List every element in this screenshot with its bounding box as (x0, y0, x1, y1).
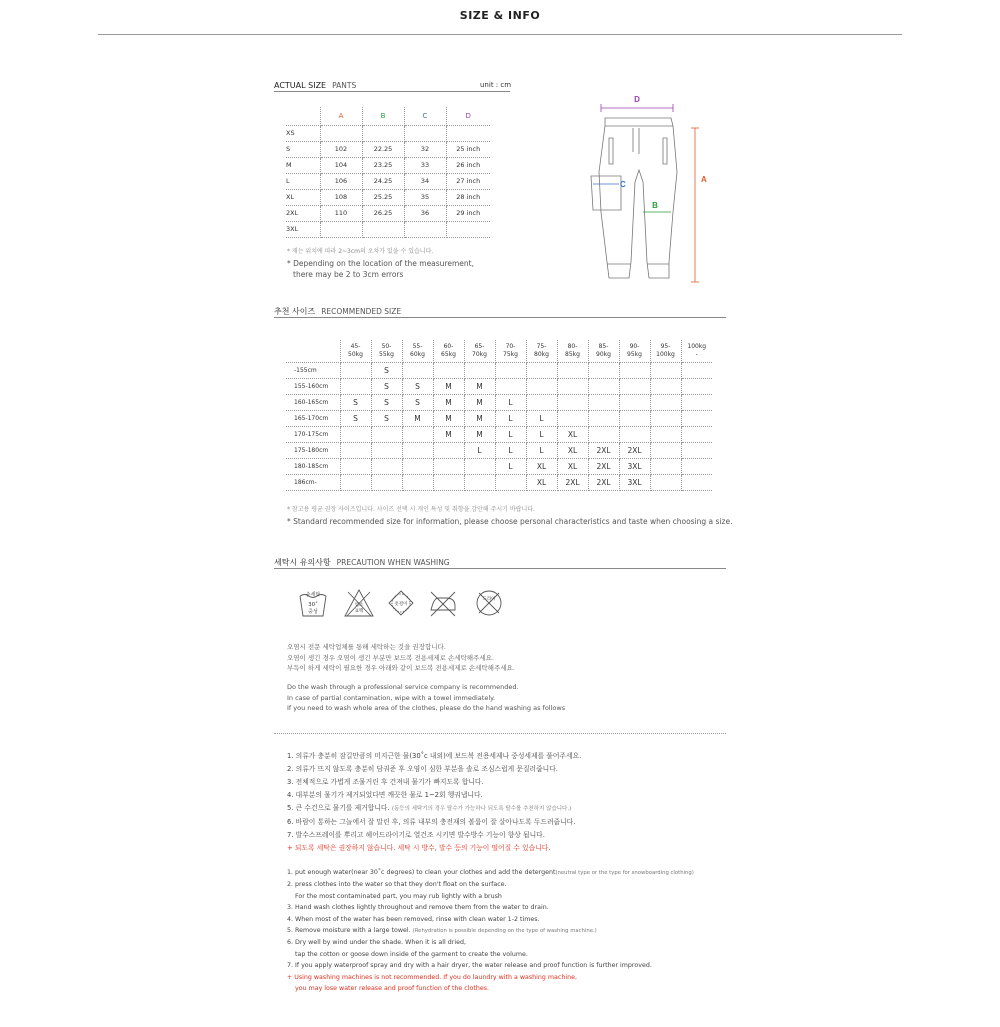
hand-wash-icon (298, 588, 328, 618)
rec-cell (402, 474, 433, 490)
rec-weight-header: 60- 65kg (433, 340, 464, 362)
rec-cell (464, 474, 495, 490)
rec-weight-header: 95- 100kg (650, 340, 681, 362)
rec-cell (588, 362, 619, 378)
pants-outline (591, 118, 677, 278)
svg-text:손세탁: 손세탁 (305, 592, 321, 598)
size-cell: 33 (404, 157, 446, 173)
rec-header-cell (286, 340, 340, 362)
rec-cell: S (402, 394, 433, 410)
size-row (286, 141, 490, 157)
rec-weight-header: 90- 95kg (619, 340, 650, 362)
rec-cell (681, 362, 712, 378)
rec-cell: 3XL (619, 474, 650, 490)
recommended-note-ko: * 참고용 평균 권장 사이즈입니다. 사이즈 선택 시 개인 특성 및 취향을 감안해 주시기 바랍니다. (287, 506, 535, 513)
recommended-note-en: * Standard recommended size for information, please choose personal characteristics and taste when choosing a size. (287, 517, 733, 526)
svg-text:30˚: 30˚ (308, 602, 318, 608)
rec-cell (402, 458, 433, 474)
rec-cell: 2XL (588, 442, 619, 458)
size-header-cell (286, 107, 320, 125)
rec-cell (371, 458, 402, 474)
rec-cell (650, 442, 681, 458)
rec-height-label: 186cm- (286, 474, 340, 490)
rec-cell (433, 442, 464, 458)
rec-row (286, 442, 712, 458)
rec-cell (650, 426, 681, 442)
rec-cell (402, 426, 433, 442)
rec-cell: L (526, 410, 557, 426)
rec-cell (526, 394, 557, 410)
rec-row (286, 410, 712, 426)
rec-height-label: 165-170cm (286, 410, 340, 426)
rec-cell (681, 426, 712, 442)
rec-cell: S (371, 410, 402, 426)
washing-rule (274, 568, 726, 569)
actual-size-note-en-line1: * Depending on the location of the measurement, (287, 259, 474, 268)
rec-weight-header: 85- 90kg (588, 340, 619, 362)
rec-cell (681, 458, 712, 474)
title-divider (98, 34, 902, 35)
washing-ko-line: 오염시 전문 세탁업체를 통해 세탁하는 것을 권장합니다. (287, 643, 446, 651)
size-cell: S (286, 141, 320, 157)
rec-cell (588, 426, 619, 442)
rec-weight-header: 75- 80kg (526, 340, 557, 362)
rec-weight-header: 70- 75kg (495, 340, 526, 362)
washing-en-paragraph (287, 682, 565, 714)
size-cell (320, 221, 362, 237)
page-title: SIZE & INFO (459, 9, 541, 22)
ko-warning: + 되도록 세탁은 권장하지 않습니다. 세탁 시 방수, 발수 등의 기능이 떨어질 수 있습니다. (287, 844, 551, 852)
rec-cell: M (464, 410, 495, 426)
rec-cell: 2XL (588, 474, 619, 490)
ko-step: 5. 큰 수건으로 물기를 제거합니다. (동등의 세탁기의 경우 탈수가 가능하나 되도록 탈수를 추천하지 않습니다.) (287, 804, 572, 812)
rec-cell (340, 426, 371, 442)
care-icons (298, 588, 518, 624)
rec-cell: L (495, 458, 526, 474)
size-row (286, 157, 490, 173)
rec-cell: M (464, 394, 495, 410)
size-cell: 22.25 (362, 141, 404, 157)
size-cell (446, 125, 490, 141)
rec-cell (402, 442, 433, 458)
size-cell: 104 (320, 157, 362, 173)
rec-cell (402, 362, 433, 378)
size-cell (362, 221, 404, 237)
size-cell: XS (286, 125, 320, 141)
rec-cell (433, 458, 464, 474)
unit-label: unit : cm (480, 81, 512, 89)
actual-size-subtitle: PANTS (332, 81, 357, 90)
rec-cell: XL (557, 426, 588, 442)
rec-cell (557, 394, 588, 410)
actual-size-note-en-line2: there may be 2 to 3cm errors (293, 270, 404, 279)
actual-size-note-en (287, 258, 474, 280)
rec-header-row (286, 340, 712, 362)
rec-cell (681, 378, 712, 394)
rec-cell (588, 394, 619, 410)
size-row (286, 205, 490, 221)
rec-height-label: 160-165cm (286, 394, 340, 410)
rec-height-label: 180-185cm (286, 458, 340, 474)
rec-cell: 2XL (619, 442, 650, 458)
rec-cell: M (433, 426, 464, 442)
measure-c-label: C (620, 180, 626, 189)
size-cell: 108 (320, 189, 362, 205)
size-cell: 26.25 (362, 205, 404, 221)
actual-size-note-ko: * 재는 위치에 따라 2~3cm의 오차가 있을 수 있습니다. (287, 248, 434, 255)
rec-cell (464, 458, 495, 474)
washing-en-line: In case of partial contamination, wipe with a towel immediately. (287, 693, 496, 702)
rec-cell: L (526, 426, 557, 442)
no-iron-icon (428, 588, 458, 618)
size-header-row (286, 107, 490, 125)
svg-text:옷걸이: 옷걸이 (394, 602, 408, 607)
en-step: 1. put enough water(near 30˚c degrees) to clean your clothes and add the detergent(neutral type or the type for snowboarding clothing) (287, 869, 694, 876)
measure-b-label: B (652, 201, 658, 210)
size-cell (404, 125, 446, 141)
rec-cell (557, 378, 588, 394)
rec-cell: M (433, 410, 464, 426)
size-cell: 28 inch (446, 189, 490, 205)
washing-ko-line: 부득이 하게 세탁이 필요한 경우 아래와 같이 보드복 전용세제로 손세탁해주세요. (287, 664, 515, 672)
recommended-title: 추천 사이즈 (274, 307, 316, 316)
actual-size-title: ACTUAL SIZE (274, 81, 327, 90)
washing-en-steps (287, 867, 727, 994)
en-step: 7. If you apply waterproof spray and dry with a hair dryer, the water release and proof function is further improved. (287, 962, 652, 970)
rec-cell: M (433, 394, 464, 410)
rec-height-label: -155cm (286, 362, 340, 378)
rec-cell (371, 426, 402, 442)
svg-text:중성: 중성 (308, 609, 318, 615)
ko-step: 6. 바람이 통하는 그늘에서 잘 말린 후, 의류 내부의 충전재의 볼륨이 잘 살아나도록 두드려줍니다. (287, 818, 576, 826)
rec-weight-header: 50- 55kg (371, 340, 402, 362)
washing-heading (274, 557, 450, 568)
rec-height-label: 170-175cm (286, 426, 340, 442)
size-cell: 27 inch (446, 173, 490, 189)
rec-cell (557, 410, 588, 426)
rec-cell: L (495, 394, 526, 410)
rec-cell (495, 378, 526, 394)
size-cell: 102 (320, 141, 362, 157)
rec-cell (619, 426, 650, 442)
rec-cell (433, 362, 464, 378)
rec-cell (371, 474, 402, 490)
rec-cell: M (402, 410, 433, 426)
rec-cell (557, 362, 588, 378)
en-warning: you may lose water release and proof function of the clothes. (295, 985, 489, 993)
rec-cell: M (433, 378, 464, 394)
no-bleach-icon (344, 588, 374, 618)
rec-cell (681, 474, 712, 490)
washing-ko-paragraph (287, 642, 515, 674)
en-step: 4. When most of the water has been removed, rinse with clean water 1-2 times. (287, 915, 540, 923)
rec-cell (619, 378, 650, 394)
rec-cell: S (340, 410, 371, 426)
rec-cell: L (495, 426, 526, 442)
size-cell: 106 (320, 173, 362, 189)
en-step: tap the cotton or goose down inside of the garment to create the volume. (295, 950, 528, 958)
ko-step: 1. 의류가 충분히 잠길만큼의 미지근한 물(30˚c 내외)에 보드복 전용세제나 중성세제를 풀어주세요. (287, 752, 582, 760)
rec-row (286, 362, 712, 378)
rec-cell: S (371, 394, 402, 410)
rec-cell (340, 362, 371, 378)
rec-cell (681, 394, 712, 410)
size-cell (446, 221, 490, 237)
size-cell: 110 (320, 205, 362, 221)
ko-step: 7. 발수스프레이를 뿌리고 헤어드라이기로 열건조 시키면 발수방수 기능이 향상 됩니다. (287, 831, 545, 839)
actual-size-rule (274, 91, 510, 92)
rec-cell (650, 410, 681, 426)
rec-cell (340, 474, 371, 490)
rec-cell: M (464, 426, 495, 442)
recommended-rule (274, 317, 726, 318)
size-cell: 3XL (286, 221, 320, 237)
size-row (286, 189, 490, 205)
rec-cell: XL (557, 442, 588, 458)
en-step: For the most contaminated part, you may rub lightly with a brush (295, 892, 502, 900)
washing-en-line: Do the wash through a professional service company is recommended. (287, 683, 519, 691)
en-step: 2. press clothes into the water so that they don't float on the surface. (287, 881, 507, 889)
rec-height-label: 175-180cm (286, 442, 340, 458)
size-row (286, 221, 490, 237)
size-cell: L (286, 173, 320, 189)
washing-title: 세탁시 유의사항 (274, 558, 331, 567)
rec-weight-header: 100kg - (681, 340, 712, 362)
rec-cell (650, 474, 681, 490)
svg-text:염소: 염소 (354, 603, 364, 608)
actual-size-heading (274, 81, 356, 90)
rec-cell (588, 410, 619, 426)
rec-cell (619, 362, 650, 378)
size-cell (404, 221, 446, 237)
svg-text:드라이: 드라이 (482, 597, 496, 602)
rec-row (286, 394, 712, 410)
rec-row (286, 474, 712, 490)
rec-cell: S (340, 394, 371, 410)
rec-cell: XL (557, 458, 588, 474)
rec-cell: XL (526, 458, 557, 474)
rec-cell (526, 362, 557, 378)
rec-cell: 2XL (588, 458, 619, 474)
size-cell: M (286, 157, 320, 173)
pants-diagram (585, 92, 715, 292)
rec-cell: L (495, 442, 526, 458)
en-step: 3. Hand wash clothes lightly throughout and remove them from the water to drain. (287, 904, 549, 912)
rec-cell (650, 394, 681, 410)
rec-cell: L (526, 442, 557, 458)
rec-cell: L (464, 442, 495, 458)
size-cell: XL (286, 189, 320, 205)
rec-cell (650, 458, 681, 474)
size-cell: 26 inch (446, 157, 490, 173)
rec-cell: L (495, 410, 526, 426)
recommended-size-table (286, 340, 712, 491)
size-row (286, 125, 490, 141)
ko-step: 4. 대부분의 물기가 제거되었다면 깨끗한 물로 1~2회 헹궈냅니다. (287, 791, 483, 799)
rec-weight-header: 65- 70kg (464, 340, 495, 362)
no-dry-clean-icon (474, 588, 504, 618)
washing-ko-line: 오염이 생긴 경우 오염이 생긴 부분만 보드복 전용세제로 손세탁해주세요. (287, 653, 494, 662)
rec-cell (464, 362, 495, 378)
actual-size-table (286, 107, 490, 238)
rec-weight-header: 45- 50kg (340, 340, 371, 362)
recommended-subtitle: RECOMMENDED SIZE (321, 307, 402, 316)
rec-cell: S (402, 378, 433, 394)
rec-cell (495, 362, 526, 378)
size-cell: 25.25 (362, 189, 404, 205)
rec-height-label: 155-160cm (286, 378, 340, 394)
size-cell: 36 (404, 205, 446, 221)
washing-divider (274, 733, 726, 734)
rec-cell (495, 474, 526, 490)
rec-cell (681, 442, 712, 458)
rec-cell (588, 378, 619, 394)
rec-cell: XL (526, 474, 557, 490)
en-step: 5. Remove moisture with a large towel. (Rehydration is possible depending on the type of washing machine.) (287, 927, 597, 935)
en-step: 6. Dry well by wind under the shade. When it is all dried, (287, 939, 466, 947)
rec-cell: 2XL (557, 474, 588, 490)
size-header-cell: C (404, 107, 446, 125)
rec-weight-header: 55- 60kg (402, 340, 433, 362)
size-cell: 2XL (286, 205, 320, 221)
washing-en-line: If you need to wash whole area of the clothes, please do the hand washing as follows (287, 704, 566, 712)
ko-step: 3. 전체적으로 가볍게 조물거린 후 건져내 물기가 빠지도록 합니다. (287, 778, 484, 786)
size-cell: 32 (404, 141, 446, 157)
ko-step: 2. 의류가 뜨지 않도록 충분히 담궈준 후 오염이 심한 부분을 솔로 조심스럽게 문질러줍니다. (287, 765, 558, 773)
measure-a-label: A (701, 175, 707, 184)
size-row (286, 173, 490, 189)
rec-cell (619, 394, 650, 410)
rec-cell (433, 474, 464, 490)
washing-ko-steps (287, 750, 727, 855)
svg-text:표백: 표백 (354, 609, 364, 614)
size-cell: 23.25 (362, 157, 404, 173)
washing-subtitle: PRECAUTION WHEN WASHING (336, 558, 450, 567)
size-cell: 24.25 (362, 173, 404, 189)
size-cell (320, 125, 362, 141)
size-cell: 29 inch (446, 205, 490, 221)
size-cell (362, 125, 404, 141)
rec-cell (340, 442, 371, 458)
rec-weight-header: 80- 85kg (557, 340, 588, 362)
size-cell: 25 inch (446, 141, 490, 157)
rec-cell (371, 442, 402, 458)
rec-cell: S (371, 362, 402, 378)
rec-cell (619, 410, 650, 426)
size-header-cell: B (362, 107, 404, 125)
rec-row (286, 378, 712, 394)
rec-row (286, 426, 712, 442)
rec-cell (650, 378, 681, 394)
size-header-cell: A (320, 107, 362, 125)
rec-cell (340, 378, 371, 394)
rec-cell (681, 410, 712, 426)
size-cell: 35 (404, 189, 446, 205)
rec-cell (650, 362, 681, 378)
rec-cell (340, 458, 371, 474)
rec-cell: S (371, 378, 402, 394)
rec-cell: M (464, 378, 495, 394)
hanger-dry-icon (386, 588, 416, 618)
rec-cell (526, 378, 557, 394)
size-header-cell: D (446, 107, 490, 125)
rec-cell: 3XL (619, 458, 650, 474)
rec-row (286, 458, 712, 474)
en-warning: + Using washing machines is not recommended. If you do laundry with a washing machine, (287, 973, 577, 981)
size-cell: 34 (404, 173, 446, 189)
measure-d-label: D (634, 95, 640, 104)
recommended-heading (274, 306, 401, 317)
